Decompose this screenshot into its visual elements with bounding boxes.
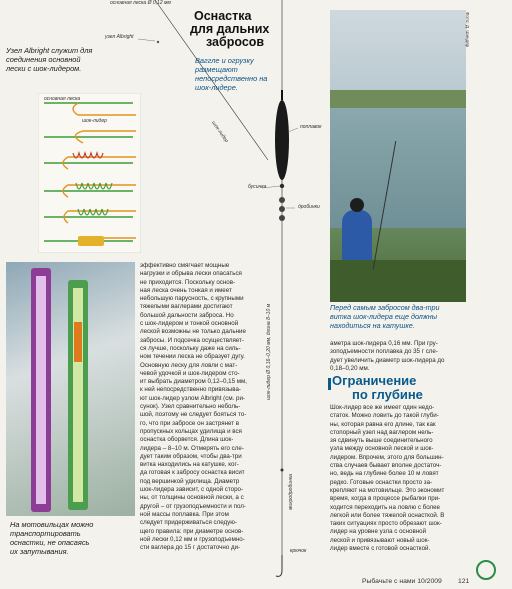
rig-note-line: размещают — [195, 65, 238, 74]
text-line: ства случаев бывает вполне достаточ- — [330, 462, 442, 470]
photo-caption — [330, 304, 466, 330]
text-line: зоподъемности поплавка до 35 г сле- — [330, 348, 438, 356]
text-line: ют шок-лидер узлом Albright (см. ри- — [140, 394, 245, 402]
caption-line: транспортировать — [10, 529, 81, 538]
text-line: ся лучше, поскольку даже на силь- — [140, 344, 241, 352]
caption-line: лески с шок-лидером. — [6, 64, 82, 73]
caption-line: оснастки, не опасаясь — [10, 538, 90, 547]
spools-photo — [6, 262, 135, 516]
bead-shape — [280, 184, 284, 188]
text-line: к ней непосредственно привязыва- — [140, 386, 241, 394]
text-line: таких ситуациях просто обрезают шок- — [330, 520, 442, 528]
diagram-main-line-label: основная леска — [44, 96, 81, 102]
text-line: оснастка оборвется. Длина шок- — [140, 436, 234, 444]
text-line: следует придерживаться следую- — [140, 519, 237, 527]
text-line: витка находились на катушке, ког- — [140, 461, 239, 469]
text-line: да готовая к забросу оснастка висит — [140, 469, 245, 477]
float-shape — [275, 100, 289, 180]
text-line: стопорный узел над ваглером нель- — [330, 428, 434, 436]
fishing-photo — [330, 10, 466, 302]
text-line: забросы. И подсечка осуществляет- — [140, 336, 244, 344]
text-line: тяжелыми ваглерами достигают — [140, 303, 233, 311]
text-line: статок. Можно ловить до такой глуби- — [330, 412, 439, 420]
text-line: ной массы поплавка. При этом — [140, 510, 229, 518]
text-line: лидер на уровне узла с основной — [330, 528, 427, 536]
albright-caption — [6, 46, 136, 73]
diagram-shock-label: шок-лидер — [82, 118, 107, 124]
section-title — [332, 374, 423, 402]
text-line: щего правила: при диаметре основ- — [140, 527, 244, 535]
text-line: 0,18–0,20 мм. — [330, 364, 370, 372]
weights-label: дробинки — [298, 204, 320, 210]
text-line: ной лески 0,12 мм и грузоподъемно- — [140, 535, 245, 543]
body-text-middle — [140, 262, 276, 552]
text-line: Основную леску для ловли с мат- — [140, 361, 238, 369]
text-line: Шок-лидер все же имеет один недо- — [330, 404, 435, 411]
text-line: пропускных кольцах удилища и вся — [140, 427, 242, 435]
caption-line: их запутывания. — [10, 547, 69, 556]
hook-label: крючок — [290, 548, 307, 554]
body-text-right — [330, 340, 470, 373]
footer-magazine: Рыбачьте с нами 10/2009 — [362, 578, 442, 585]
text-line: небольшую парусность, с крупными — [140, 295, 244, 303]
text-line: но, ведь на глубине более 10 м ловят — [330, 470, 439, 478]
caption-line: витка шок-лидера еще должны — [330, 311, 438, 321]
text-line: большой дальности заброса. Но — [140, 311, 234, 319]
angler — [342, 210, 372, 265]
section-title-line-1: Ограничение — [332, 373, 417, 388]
section-title-line-2: по глубине — [352, 387, 423, 402]
shock-line-label: шок-лидер — [210, 120, 230, 144]
text-line: го, что при забросе он застрянет в — [140, 419, 240, 427]
text-line: чевой удочкой и шок-лидером сто- — [140, 369, 240, 377]
rig-note-line: Ваггле и огрузку — [195, 56, 254, 65]
text-line: ном течении леска не образует дугу. — [140, 353, 245, 361]
text-line: шок-лидера зависит, с одной сторо- — [140, 486, 244, 494]
hook-shape — [276, 555, 282, 576]
bead-label: бусинка — [248, 184, 267, 190]
rig-note-line: шок-лидере. — [195, 83, 238, 92]
title-line-3: забросов — [206, 35, 265, 49]
text-line: сунок). Узел сравнительно неболь- — [140, 403, 241, 411]
vertical-leader-label: шок-лидер Ø 0,16–0,20 мм, длина 8–10 м — [266, 303, 272, 400]
section-text — [330, 404, 470, 553]
title-line-2: для дальних — [190, 22, 270, 36]
micro-shot — [281, 469, 284, 472]
rig-note — [195, 56, 305, 92]
text-line: ит выбрать диаметром 0,12–0,15 мм, — [140, 378, 247, 386]
float-label: поплавок — [300, 124, 322, 130]
caption-line: соединения основной — [6, 55, 81, 64]
text-line: под вершинкой удилища. Диаметр — [140, 477, 240, 485]
title-line-1: Оснастка — [194, 9, 252, 23]
text-line: эффективно смягчает мощные — [140, 262, 230, 269]
caption-line: находиться на катушке. — [330, 320, 415, 330]
text-line: шой, поэтому не следует бояться то- — [140, 411, 247, 419]
text-line: аметра шок-лидера 0,16 мм. При гру- — [330, 340, 438, 347]
text-line: другой – от грузоподъемности и пол- — [140, 502, 246, 510]
page-number: 121 — [458, 578, 470, 585]
text-line: редко. Готовые оснастки просто за- — [330, 478, 433, 486]
text-line: ны, от толщины основной лески, а с — [140, 494, 244, 502]
text-line: время, когда в процессе рыбалки при- — [330, 495, 441, 503]
text-line: лидер вместе с готовой оснасткой. — [330, 545, 431, 553]
text-line: с шок-лидером и тонкой основной — [140, 320, 239, 328]
text-line: леской и привязывают новый шок- — [330, 536, 430, 544]
albright-knot-diagram — [38, 93, 141, 253]
text-line: узла между основной леской и шок- — [330, 445, 434, 453]
text-line: ная леска очень тонкая и имеет — [140, 286, 232, 294]
text-line: сти ваглера до 15 г достаточно ди- — [140, 544, 241, 552]
caption-line: На мотовильцах можно — [10, 520, 94, 529]
text-line: зя сдвинуть выше соединительного — [330, 437, 433, 445]
section-marker — [328, 378, 331, 390]
text-line: нагрузки и обрыва лески опасаться — [140, 270, 242, 278]
photo-credit-top: Фото: Д. Шиндяр — [465, 12, 470, 48]
text-line: крепляют на мотовильце. Это экономит — [330, 486, 445, 494]
text-line: дует увеличить диаметр шок-лидера до — [330, 356, 445, 364]
text-line: лидера – 8–10 м. Отмерять его сле- — [140, 444, 244, 452]
micro-shot-label: микродробинка — [288, 474, 294, 510]
text-line: лидером. Впрочем, этого для большин- — [330, 453, 444, 461]
caption-line: Перед самым забросом два-три — [330, 303, 440, 312]
text-line: дует таким образом, чтобы два-три — [140, 452, 242, 460]
weight-3 — [279, 215, 285, 221]
text-line: легкой или более тяжелой оснасткой. В — [330, 511, 445, 519]
text-line: ходится переходить на ловлю с более — [330, 503, 441, 511]
text-line: не приходится. Поскольку основ- — [140, 278, 236, 286]
text-line: ны, которая равна его длине, так как — [330, 420, 436, 428]
text-line: леской возможны не только дальние — [140, 328, 246, 336]
weight-1 — [279, 197, 285, 203]
magazine-logo-icon — [476, 560, 496, 580]
albright-pointer-label: узел Albright — [105, 34, 134, 40]
caption-line: Узел Albright служит для — [6, 46, 93, 55]
weight-2 — [279, 206, 285, 212]
rig-note-line: непосредственно на — [195, 74, 268, 83]
top-line-label: основная леска Ø 0,12 мм — [110, 0, 171, 6]
spools-caption — [10, 520, 140, 556]
